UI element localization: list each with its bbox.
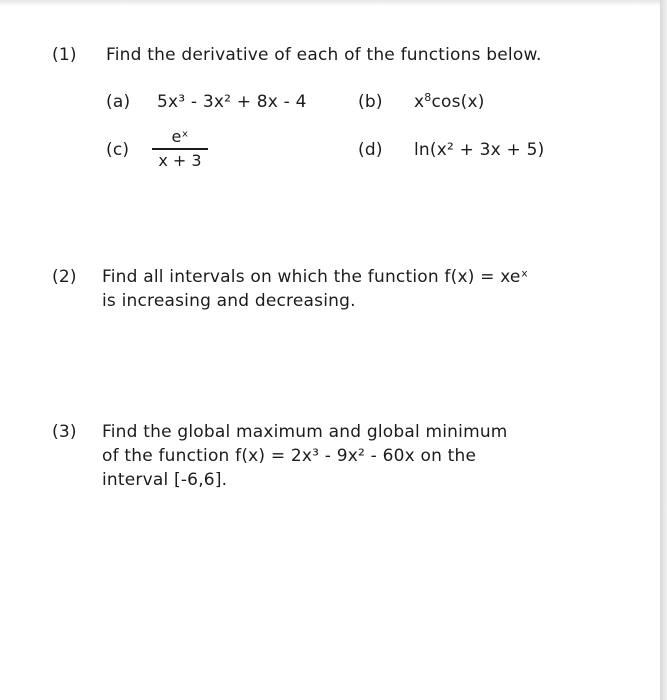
problem-3-number: (3)	[52, 422, 77, 442]
problem-1a-expression: 5x³ - 3x² + 8x - 4	[157, 92, 307, 112]
problem-1c-denominator: x + 3	[158, 150, 202, 170]
problem-1d-expression: ln(x² + 3x + 5)	[414, 140, 545, 160]
problem-1c-numerator: eˣ	[171, 127, 189, 146]
problem-3-line-1: Find the global maximum and global minimum	[102, 422, 508, 442]
problem-1c-label: (c)	[106, 140, 130, 160]
problem-3-line-2: of the function f(x) = 2x³ - 9x² - 60x on the	[102, 446, 477, 466]
problem-1b-exponent: 8	[424, 91, 432, 104]
page-top-shadow	[0, 0, 667, 6]
problem-2-line-1: Find all intervals on which the function f(x) = xeˣ	[102, 267, 529, 287]
page-right-edge	[660, 0, 667, 700]
problem-1b-base: x	[414, 92, 425, 112]
problem-1b-expression	[414, 92, 485, 112]
problem-1c-fraction	[152, 128, 208, 170]
problem-2-line-2: is increasing and decreasing.	[102, 291, 356, 311]
problem-1-number: (1)	[52, 45, 77, 65]
problem-2-number: (2)	[52, 267, 77, 287]
problem-1a-label: (a)	[106, 92, 131, 112]
problem-1b-label: (b)	[358, 92, 383, 112]
problem-1d-label: (d)	[358, 140, 383, 160]
problem-3-line-3: interval [-6,6].	[102, 470, 228, 490]
problem-1b-rest: cos(x)	[431, 92, 485, 112]
fraction-bar	[152, 148, 208, 150]
problem-1-prompt: Find the derivative of each of the functions below.	[106, 45, 542, 65]
